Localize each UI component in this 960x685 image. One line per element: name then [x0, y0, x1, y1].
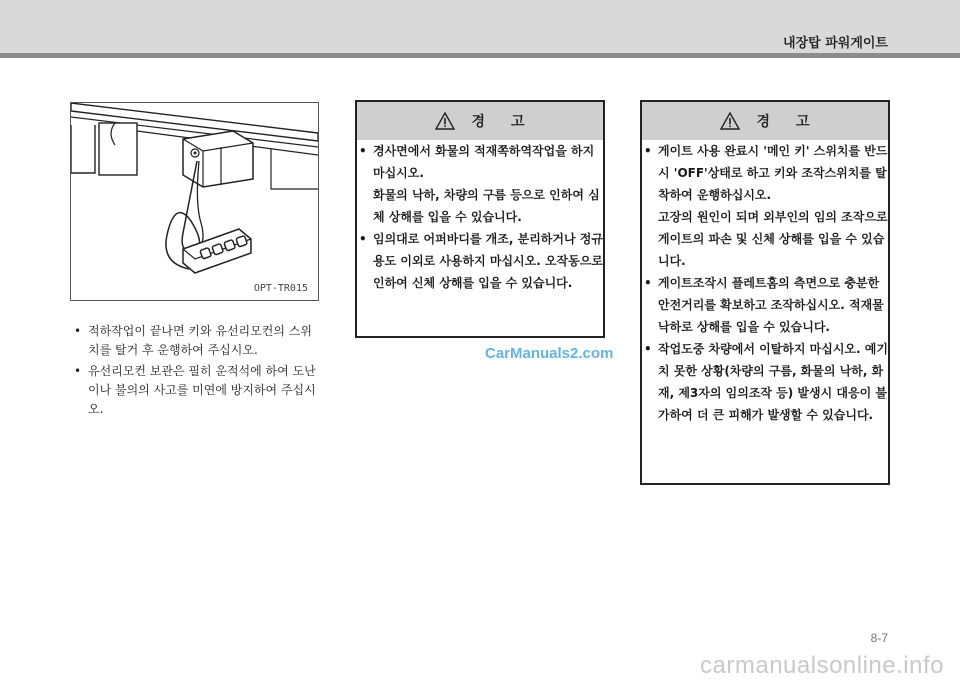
warning-title: 경고	[471, 114, 551, 130]
warning-box-1	[355, 100, 605, 338]
warning-item	[357, 228, 603, 294]
warning-item	[357, 140, 603, 228]
warning-item	[642, 140, 888, 272]
warning-item	[642, 272, 888, 338]
warning-text: 화물의 낙하, 차량의 구름 등으로 인하여 심체 상해를 입을 수 있습니다.	[373, 188, 600, 224]
remote-control-illustration	[70, 102, 319, 301]
warning-header	[642, 102, 888, 140]
figure-code: OPT-TR015	[253, 283, 308, 294]
header-divider	[0, 53, 960, 58]
watermark-carmanualsonline[interactable]: carmanualsonline.info	[700, 652, 944, 679]
instruction-item: • 유선리모컨 보관은 필히 운적석에 하여 도난이나 불의의 사고를 미연에 방지하여 주십시오.	[72, 362, 322, 419]
watermark-carmanuals2[interactable]: CarManuals2.com	[485, 345, 614, 362]
instruction-list	[72, 322, 322, 421]
warning-triangle-icon	[720, 112, 740, 130]
warning-box-2	[640, 100, 890, 485]
warning-title: 경고	[756, 114, 836, 130]
warning-triangle-icon	[435, 112, 455, 130]
section-title: 내장탑 파워게이트	[783, 36, 888, 51]
remote-control-drawing	[71, 103, 318, 300]
warning-header	[357, 102, 603, 140]
warning-list	[357, 140, 603, 294]
warning-text: • 게이트조작시 플레트홈의 측면으로 충분한 안전거리를 확보하고 조작하십시오. 적재물 낙하로 상해를 입을 수 있습니다.	[658, 276, 884, 334]
warning-text: • 경사면에서 화물의 적재쪽하역작업을 하지 마십시오.	[373, 144, 595, 180]
instruction-item: • 적하작업이 끝나면 키와 유선리모컨의 스위치를 탈거 후 운행하여 주십시오.	[72, 322, 322, 360]
warning-text: • 임의대로 어퍼바디를 개조, 분리하거나 정규용도 이외로 사용하지 마십시오. 오작동으로 인하여 신체 상해를 입을 수 있습니다.	[373, 232, 603, 290]
warning-item	[642, 338, 888, 426]
page-number: 8-7	[870, 631, 888, 645]
warning-text: 고장의 원인이 되며 외부인의 임의 조작으로 게이트의 파손 및 신체 상해를 입을 수 있습니다.	[658, 210, 888, 268]
warning-text: • 게이트 사용 완료시 '메인 키' 스위치를 반드시 'OFF'상태로 하고 키와 조작스위치를 탈착하여 운행하십시오.	[658, 144, 888, 202]
warning-text: • 작업도중 차량에서 이탈하지 마십시오. 예기치 못한 상황(차량의 구름, 화물의 낙하, 화재, 제3자의 임의조작 등) 발생시 대응이 불가하여 더 큰 피해가 발생할 수 있습니다.	[658, 342, 888, 422]
warning-list	[642, 140, 888, 426]
